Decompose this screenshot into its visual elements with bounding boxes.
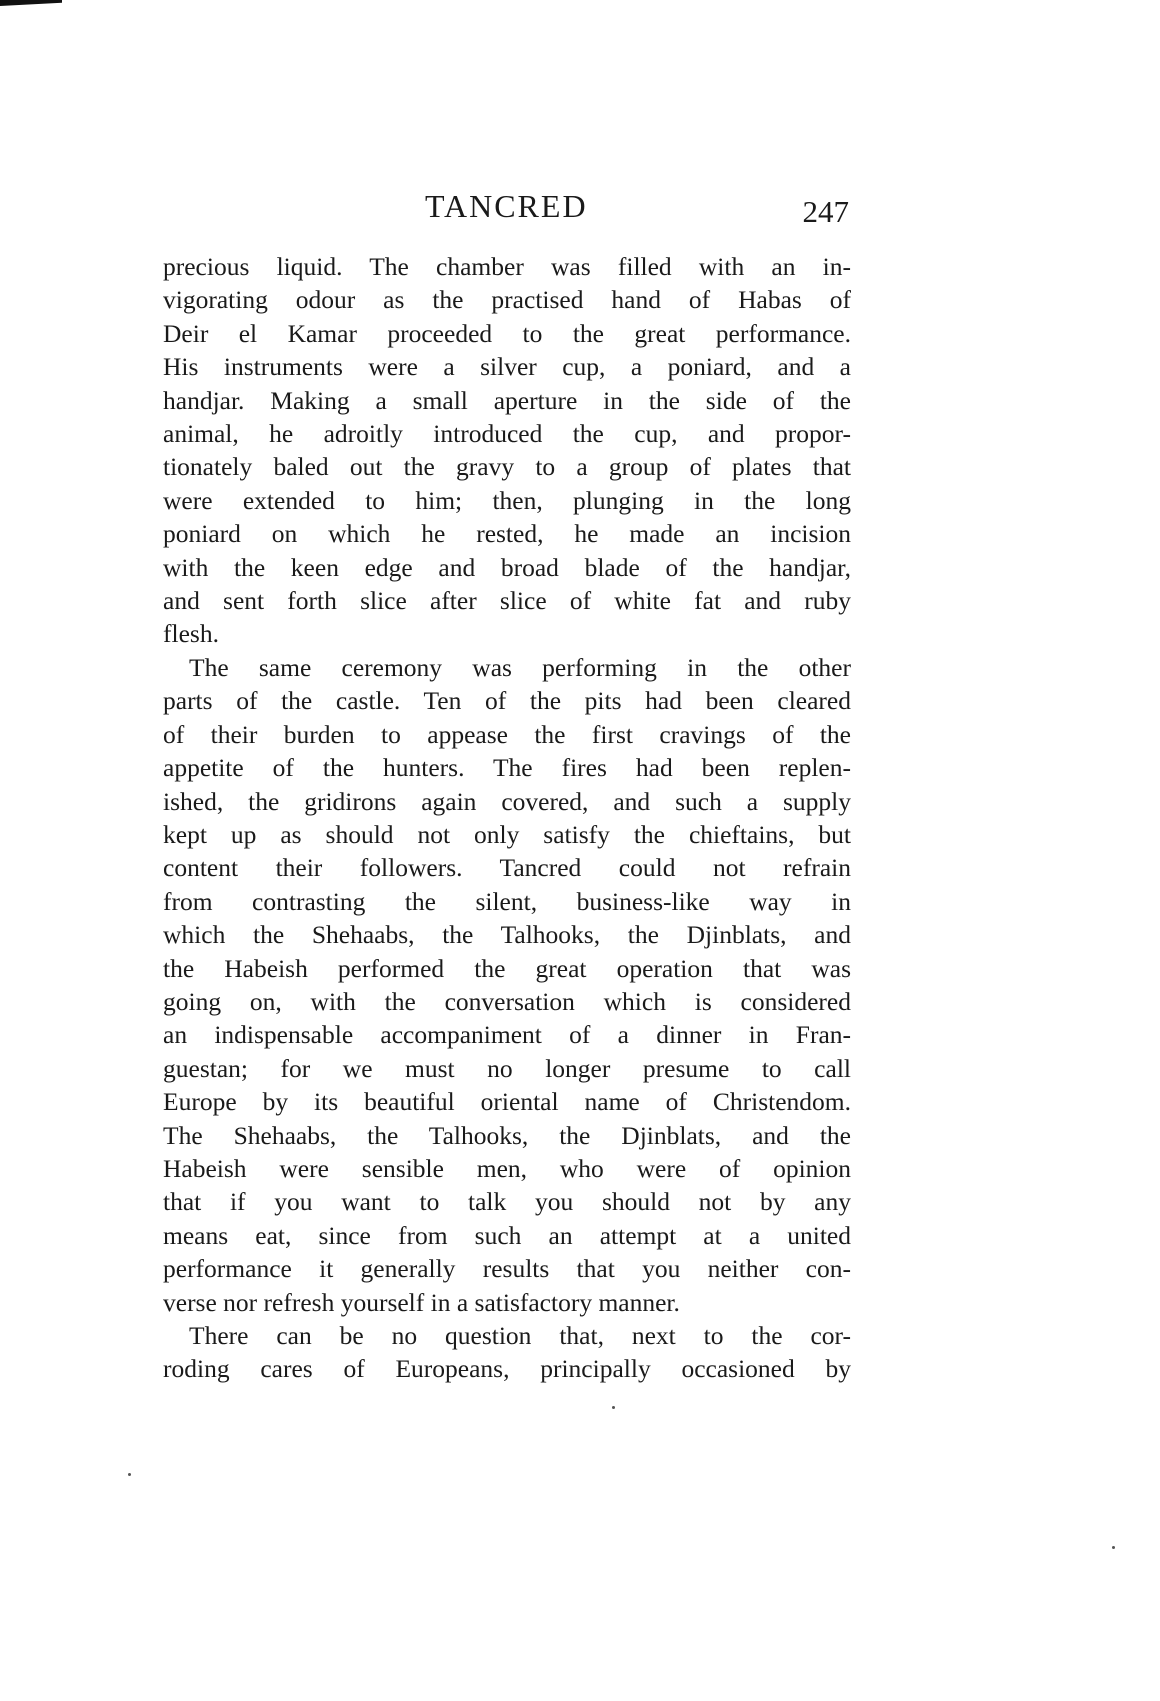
text-line: The Shehaabs, the Talhooks, the Djinblats, and the (163, 1120, 851, 1150)
text-line: verse nor refresh yourself in a satisfactory manner. (163, 1287, 680, 1317)
text-line: with the keen edge and broad blade of the handjar, (163, 552, 851, 582)
text-line: tionately baled out the gravy to a group of plates that (163, 452, 851, 482)
text-line: guestan; for we must no longer presume to call (163, 1053, 851, 1083)
paragraph (163, 1319, 851, 1386)
text-line: Habeish were sensible men, who were of opinion (163, 1153, 851, 1183)
paragraph (163, 651, 851, 1319)
page-number: 247 (802, 194, 849, 229)
paper-speck (1112, 1546, 1115, 1549)
paper-speck (128, 1473, 131, 1476)
text-line: roding cares of Europeans, principally occasioned by (163, 1354, 851, 1384)
text-line: performance it generally results that you neither con- (163, 1254, 851, 1284)
text-line: were extended to him; then, plunging in the long (163, 485, 851, 515)
text-line: content their followers. Tancred could not refrain (163, 853, 851, 883)
text-line: going on, with the conversation which is considered (163, 986, 851, 1016)
text-line: precious liquid. The chamber was filled with an in- (163, 252, 851, 281)
text-line: an indispensable accompaniment of a dinner in Fran- (163, 1020, 851, 1050)
text-line: kept up as should not only satisfy the chieftains, but (163, 819, 851, 849)
text-line: handjar. Making a small aperture in the side of the (163, 385, 851, 415)
page-header (163, 186, 851, 236)
text-line: poniard on which he rested, he made an incision (163, 519, 851, 549)
paragraph (163, 250, 851, 651)
paper-speck (612, 1406, 615, 1409)
text-line: Europe by its beautiful oriental name of Christendom. (163, 1087, 851, 1117)
text-line: from contrasting the silent, business-like way in (163, 886, 851, 916)
text-line: flesh. (163, 619, 219, 649)
text-line: which the Shehaabs, the Talhooks, the Djinblats, and (163, 920, 851, 950)
text-line: the Habeish performed the great operation that was (163, 953, 851, 983)
text-line: ished, the gridirons again covered, and such a supply (163, 786, 851, 816)
text-line: appetite of the hunters. The fires had been replen- (163, 753, 851, 783)
text-line: means eat, since from such an attempt at a united (163, 1220, 851, 1250)
text-line: parts of the castle. Ten of the pits had been cleared (163, 686, 851, 716)
scan-edge-mark (0, 0, 62, 6)
text-line: His instruments were a silver cup, a poniard, and a (163, 352, 851, 382)
running-title: TANCRED (425, 188, 588, 224)
text-line: that if you want to talk you should not by any (163, 1187, 851, 1217)
text-line: and sent forth slice after slice of white fat and ruby (163, 586, 851, 616)
text-line: of their burden to appease the first cravings of the (163, 719, 851, 749)
body-text (163, 250, 851, 1386)
text-line: Deir el Kamar proceeded to the great performance. (163, 318, 851, 348)
text-line: animal, he adroitly introduced the cup, and propor- (163, 419, 851, 449)
text-line: vigorating odour as the practised hand of Habas of (163, 285, 851, 315)
text-line: The same ceremony was performing in the other (189, 652, 851, 682)
text-line: There can be no question that, next to the cor- (189, 1321, 851, 1350)
